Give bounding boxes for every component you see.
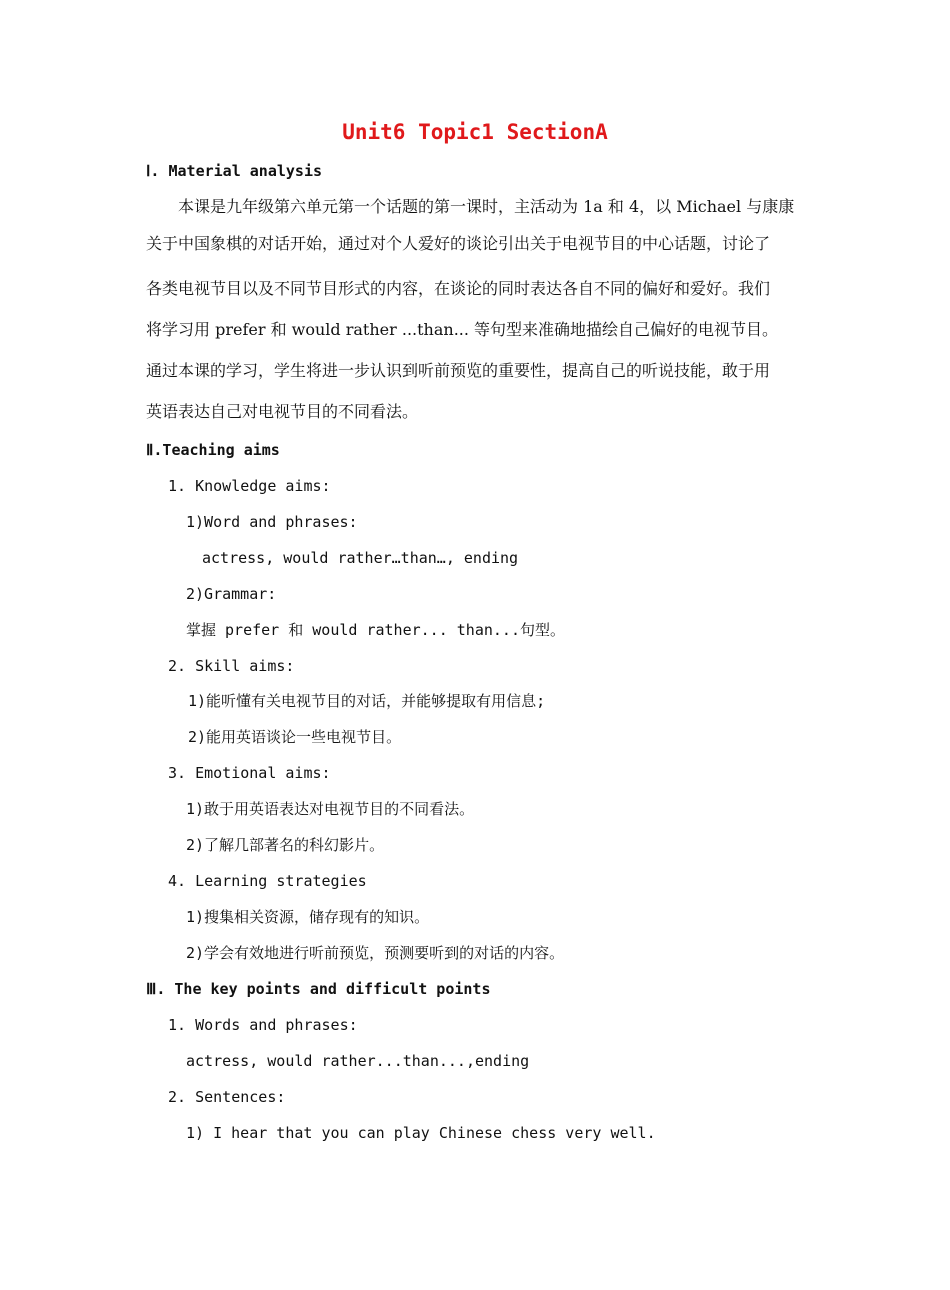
list-item: 1)能听懂有关电视节目的对话，并能够提取有用信息; bbox=[188, 692, 546, 710]
paragraph-line: 将学习用 prefer 和 would rather ...than... 等句型来准确地描绘自己偏好的电视节目。 bbox=[146, 320, 779, 339]
list-item: 掌握 prefer 和 would rather... than...句型。 bbox=[186, 621, 565, 639]
list-item: 1) I hear that you can play Chinese chess very well. bbox=[186, 1124, 656, 1142]
paragraph-line: 通过本课的学习，学生将进一步认识到听前预览的重要性，提高自己的听说技能，敢于用 bbox=[146, 361, 771, 380]
list-item: 2)学会有效地进行听前预览，预测要听到的对话的内容。 bbox=[186, 944, 565, 962]
list-item: actress, would rather...than...,ending bbox=[186, 1052, 530, 1070]
list-item: 2)了解几部著名的科幻影片。 bbox=[186, 836, 385, 854]
paragraph-line: 各类电视节目以及不同节目形式的内容，在谈论的同时表达各自不同的偏好和爱好。我们 bbox=[146, 279, 771, 298]
paragraph-line: 本课是九年级第六单元第一个话题的第一课时，主活动为 1a 和 4，以 Michael 与康康 bbox=[178, 197, 795, 216]
paragraph-line: 关于中国象棋的对话开始，通过对个人爱好的谈论引出关于电视节目的中心话题，讨论了 bbox=[146, 234, 771, 253]
list-item: 2)能用英语谈论一些电视节目。 bbox=[188, 728, 402, 746]
list-item: 1)Word and phrases: bbox=[186, 513, 358, 531]
list-item: 4. Learning strategies bbox=[168, 872, 367, 890]
list-item: 1. Knowledge aims: bbox=[168, 477, 331, 495]
paragraph-line: 英语表达自己对电视节目的不同看法。 bbox=[146, 402, 419, 421]
list-item: 1)搜集相关资源，储存现有的知识。 bbox=[186, 908, 430, 926]
section-heading-key-points: Ⅲ. The key points and difficult points bbox=[146, 980, 491, 998]
list-item: 1. Words and phrases: bbox=[168, 1016, 358, 1034]
list-item: actress, would rather…than…, ending bbox=[202, 549, 519, 567]
list-item: 1)敢于用英语表达对电视节目的不同看法。 bbox=[186, 800, 475, 818]
list-item: 2. Sentences: bbox=[168, 1088, 286, 1106]
list-item: 2. Skill aims: bbox=[168, 657, 295, 675]
list-item: 3. Emotional aims: bbox=[168, 764, 331, 782]
document-title: Unit6 Topic1 SectionA bbox=[342, 120, 608, 144]
section-heading-teaching-aims: Ⅱ.Teaching aims bbox=[146, 441, 280, 459]
list-item: 2)Grammar: bbox=[186, 585, 277, 603]
section-heading-material-analysis: Ⅰ. Material analysis bbox=[146, 162, 323, 180]
